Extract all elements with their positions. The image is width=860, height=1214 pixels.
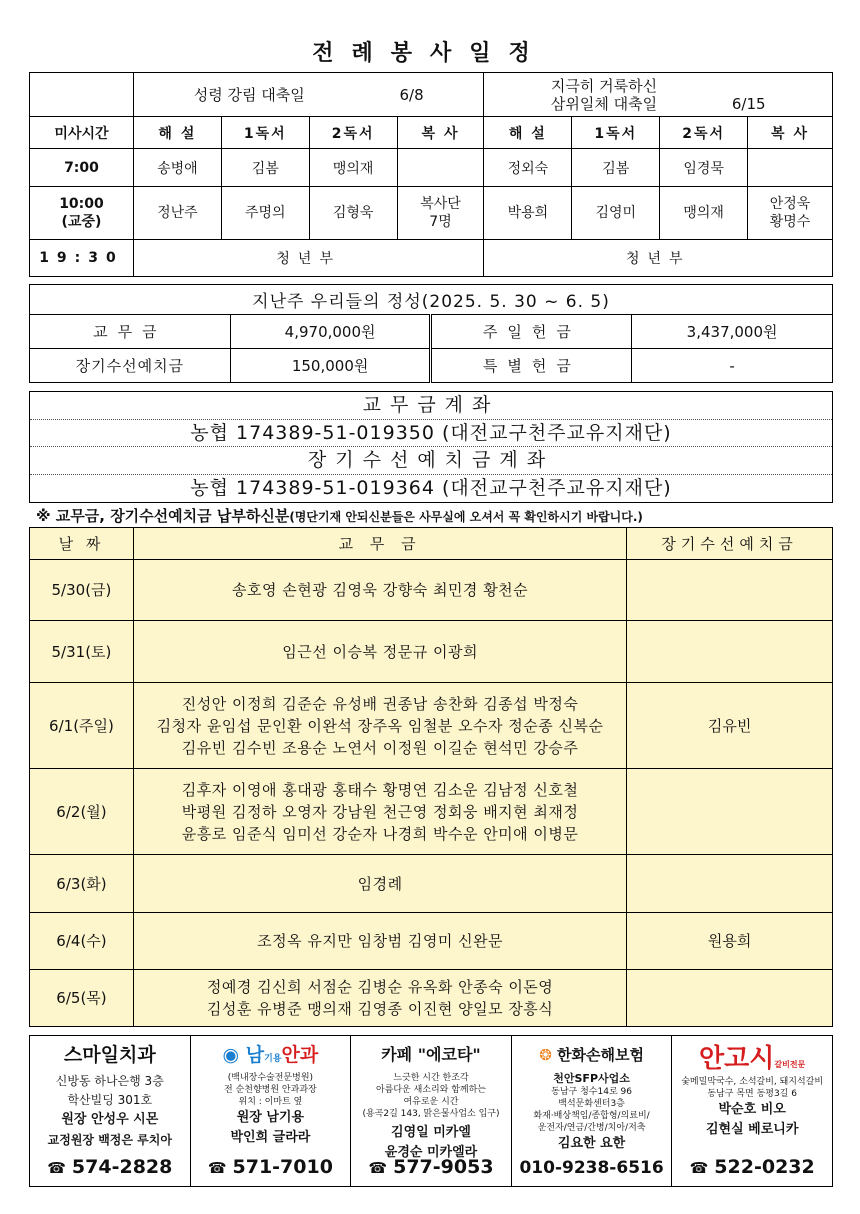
server-line2: 황명수 [769,214,811,230]
mass-time [30,187,134,240]
ad-hanwha [512,1036,673,1186]
eye-logo-icon: ◉ [222,1044,240,1066]
donor-names [133,683,626,769]
header-reading1: 1독서 [572,117,660,149]
ad-person: 원장 남기용 [236,1110,305,1125]
ad-line: 동남구 목면 동평3길 6 [707,1089,797,1099]
donor-date: 6/5(목) [30,970,134,1027]
donor-names [133,769,626,855]
header-mass-time: 미사시간 [30,117,134,149]
ad-name-text: 한화손해보험 [557,1046,644,1064]
ad-phone [351,1156,511,1178]
ad-phone-number: 571-7010 [232,1156,333,1178]
ad-eye-clinic [191,1036,352,1186]
account-box [29,391,833,503]
offering-label: 교무금 [30,315,231,349]
schedule-header-row [30,117,833,149]
ad-line: 백석문화센터3층 [558,1099,625,1109]
ad-person: 김영일 미카엘 [391,1125,471,1140]
schedule-cell: 김형욱 [309,187,397,240]
offering-label: 주일헌금 [431,315,632,349]
mass-time: 7:00 [30,149,134,187]
ad-line: (백내장수술전문병원) [227,1073,314,1083]
feast-2-date: 6/15 [731,94,766,113]
schedule-cell: 김봄 [572,149,660,187]
schedule-row-1000 [30,187,833,240]
donors-table [29,527,833,1027]
donor-names: 임근선 이승복 정문규 이광희 [133,621,626,683]
ad-phone [191,1156,351,1178]
schedule-cell: 정난주 [133,187,221,240]
account-1-number: 농협 174389-51-019350 (대전교구천주교유지재단) [30,420,832,448]
ad-phone [672,1156,832,1178]
ad-phone-number: 574-2828 [71,1156,173,1178]
phone-icon: ☎ [207,1159,227,1177]
sponsor-ads [29,1035,833,1187]
donor-names-line: 김청자 윤임섭 문인환 이완석 장주옥 임철분 오수자 정순종 신복순 [156,716,604,735]
donor-date: 6/4(수) [30,913,134,970]
donor-names [133,970,626,1027]
schedule-cell: 김영미 [572,187,660,240]
server-group-line1: 복사단 [420,196,461,212]
header-commentary: 해 설 [484,117,572,149]
hanwha-logo-icon: ❂ [539,1046,552,1064]
offering-title: 지난주 우리들의 정성(2025. 5. 30 ~ 6. 5) [30,285,833,315]
donor-names-line: 김성훈 유병준 맹의재 김영종 이진현 양일모 장흥식 [206,1000,554,1018]
header-reading2: 2독서 [309,117,397,149]
header-church-dues: 교 무 금 [133,528,626,560]
feast-1 [133,73,484,117]
ad-person: 윤경순 미카엘라 [384,1145,478,1160]
header-date: 날 짜 [30,528,134,560]
donor-row [30,855,833,913]
ad-name: 카페 "에코타" [381,1045,481,1064]
account-1-title: 교무금계좌 [30,392,832,420]
donor-names: 임경례 [133,855,626,913]
donor-repair [627,560,833,621]
header-server: 복 사 [397,117,484,149]
schedule-cell: 맹의재 [660,187,748,240]
header-reading2: 2독서 [660,117,748,149]
corner-cell [30,73,134,117]
donor-repair: 원용희 [627,913,833,970]
header-commentary: 해 설 [133,117,221,149]
ad-phone-number: 522-0232 [714,1156,815,1178]
ad-name [191,1042,351,1072]
account-2-number: 농협 174389-51-019364 (대전교구천주교유지재단) [190,476,672,499]
offering-table [29,284,833,383]
feast-2 [484,73,833,117]
donor-names-line: 박평원 김정하 오영자 강남원 천근영 정회웅 배지현 최재정 [181,802,579,821]
donor-date: 6/1(주일) [30,683,134,769]
offering-row [30,315,833,349]
donor-row [30,913,833,970]
ad-person: 박인희 글라라 [230,1130,311,1145]
donor-row [30,683,833,769]
donors-header-row [30,528,833,560]
page-title: 전례봉사일정 [312,41,548,66]
offering-value: 150,000원 [230,349,431,383]
ad-name-text: 안고시 [699,1044,775,1074]
donor-row [30,970,833,1027]
header-server: 복 사 [748,117,833,149]
donor-date: 5/30(금) [30,560,134,621]
notice [36,505,643,526]
schedule-cell: 주명의 [221,187,309,240]
schedule-row-1930 [30,240,833,277]
phone-icon: ☎ [47,1159,66,1177]
offering-row [30,349,833,383]
donor-names-line: 김유빈 김수빈 조용순 노연서 이정원 이길순 현석민 강승주 [181,738,579,757]
server-group-line2: 7명 [429,214,452,230]
mass-time-line2: (교중) [61,214,102,230]
ad-person: 원장 안성우 시몬 [61,1112,159,1127]
ad-name-part: 안과 [281,1044,319,1066]
donor-row [30,769,833,855]
ad-line: 동남구 청수14로 96 [551,1087,632,1097]
donor-row [30,621,833,683]
donor-repair: 김유빈 [627,683,833,769]
ad-cafe [351,1036,512,1186]
donor-names: 송호영 손현광 김영욱 강향숙 최민경 황천순 [133,560,626,621]
ad-phone [30,1156,190,1178]
ad-line: 숯메밀막국수, 소석갈비, 돼지석갈비 [681,1077,824,1087]
feast-2-name-line2: 삼위일체 대축일 [550,94,658,113]
offering-value: - [632,349,833,383]
mass-time: 19:30 [30,240,134,277]
ad-line: (용곡2길 143, 맑은물사업소 입구) [362,1109,500,1119]
donor-names-line: 정예경 김신희 서점순 김병순 유옥화 안종숙 이돈영 [206,978,554,996]
server-line1: 안정욱 [769,196,811,212]
schedule-cell: 김봄 [221,149,309,187]
liturgy-schedule-table [29,72,833,277]
header-reading1: 1독서 [221,117,309,149]
phone-icon: ☎ [689,1159,709,1177]
schedule-cell: 박용희 [484,187,572,240]
youth-group-left: 청년부 [133,240,484,277]
donor-date: 6/3(화) [30,855,134,913]
ad-sub: 천안SFP사업소 [553,1072,630,1085]
donor-names-line: 김후자 이영애 홍대광 홍태수 황명연 김소운 김남정 신호철 [181,780,579,799]
ad-line: 화재·배상책임/종합형/의료비/ [533,1111,650,1121]
ad-tag: 갈비전문 [774,1060,806,1069]
ad-line: 신방동 하나은행 3층 [55,1074,164,1088]
donor-repair [627,855,833,913]
ad-person: 김현실 베로니카 [705,1122,799,1137]
schedule-cell [397,187,484,240]
notice-sub: (명단기재 안되신분들은 사무실에 오셔서 꼭 확인하시기 바랍니다.) [289,510,643,524]
header-repair-fund: 장기수선예치금 [627,528,833,560]
donor-names-line: 윤흥로 임준식 임미선 강순자 나경희 박수운 안미애 이병문 [181,824,579,843]
ad-person: 교정원장 백정은 루치아 [47,1133,172,1147]
ad-line: 여유로운 시간 [403,1097,459,1107]
ad-person: 김요한 요한 [557,1136,626,1151]
feast-2-name [551,77,657,113]
ad-name [512,1042,672,1072]
ad-smile-dental [30,1036,191,1186]
offering-label: 특별헌금 [431,349,632,383]
youth-group-right: 청년부 [484,240,833,277]
ad-phone-number: 010-9238-6516 [519,1158,664,1178]
ad-name-part: 남 [245,1044,265,1066]
schedule-cell [748,187,833,240]
account-2-title: 장기수선예치금계좌 [30,447,832,475]
donor-date: 5/31(토) [30,621,134,683]
ad-line: 아름다운 새소리와 함께하는 [375,1085,487,1095]
schedule-row-700 [30,149,833,187]
schedule-cell: 정외숙 [484,149,572,187]
phone-icon: ☎ [368,1159,388,1177]
donor-names: 조정옥 유지만 임창범 김영미 신완문 [133,913,626,970]
feast-2-name-line1: 지극히 거룩하신 [550,76,658,95]
offering-value: 3,437,000원 [632,315,833,349]
donor-date: 6/2(월) [30,769,134,855]
schedule-cell: 맹의재 [309,149,397,187]
donor-repair [627,769,833,855]
schedule-cell [397,149,484,187]
ad-line: 학산빌딩 301호 [67,1093,153,1107]
ad-name [672,1042,832,1076]
ad-line: 위치 : 이마트 옆 [238,1097,303,1107]
feast-1-name: 성령 강림 대축일 [193,86,305,104]
mass-time-line1: 10:00 [59,196,104,212]
donor-repair [627,970,833,1027]
ad-name: 스마일치과 [63,1044,156,1066]
donor-names-line: 진성안 이정희 김준순 유성배 권종남 송찬화 김종섭 박정숙 [181,694,579,713]
schedule-cell: 송병애 [133,149,221,187]
feast-1-date: 6/8 [399,86,424,104]
notice-main: ※ 교무금, 장기수선예치금 납부하신분 [36,507,290,525]
schedule-cell: 임경묵 [660,149,748,187]
donor-row [30,560,833,621]
ad-line: 운전자/연금/간병/치아/저축 [537,1123,646,1133]
ad-restaurant [672,1036,832,1186]
schedule-cell [748,149,833,187]
ad-person: 박순호 비오 [718,1102,786,1117]
ad-phone-number: 577-9053 [393,1156,494,1178]
ad-line: 전 순천향병원 안과과장 [224,1085,317,1095]
ad-phone [512,1158,672,1178]
ad-line: 느긋한 시간 한조각 [393,1073,469,1083]
offering-value: 4,970,000원 [230,315,431,349]
ad-name-part: 기용 [264,1054,282,1064]
offering-label: 장기수선예치금 [30,349,231,383]
donor-repair [627,621,833,683]
